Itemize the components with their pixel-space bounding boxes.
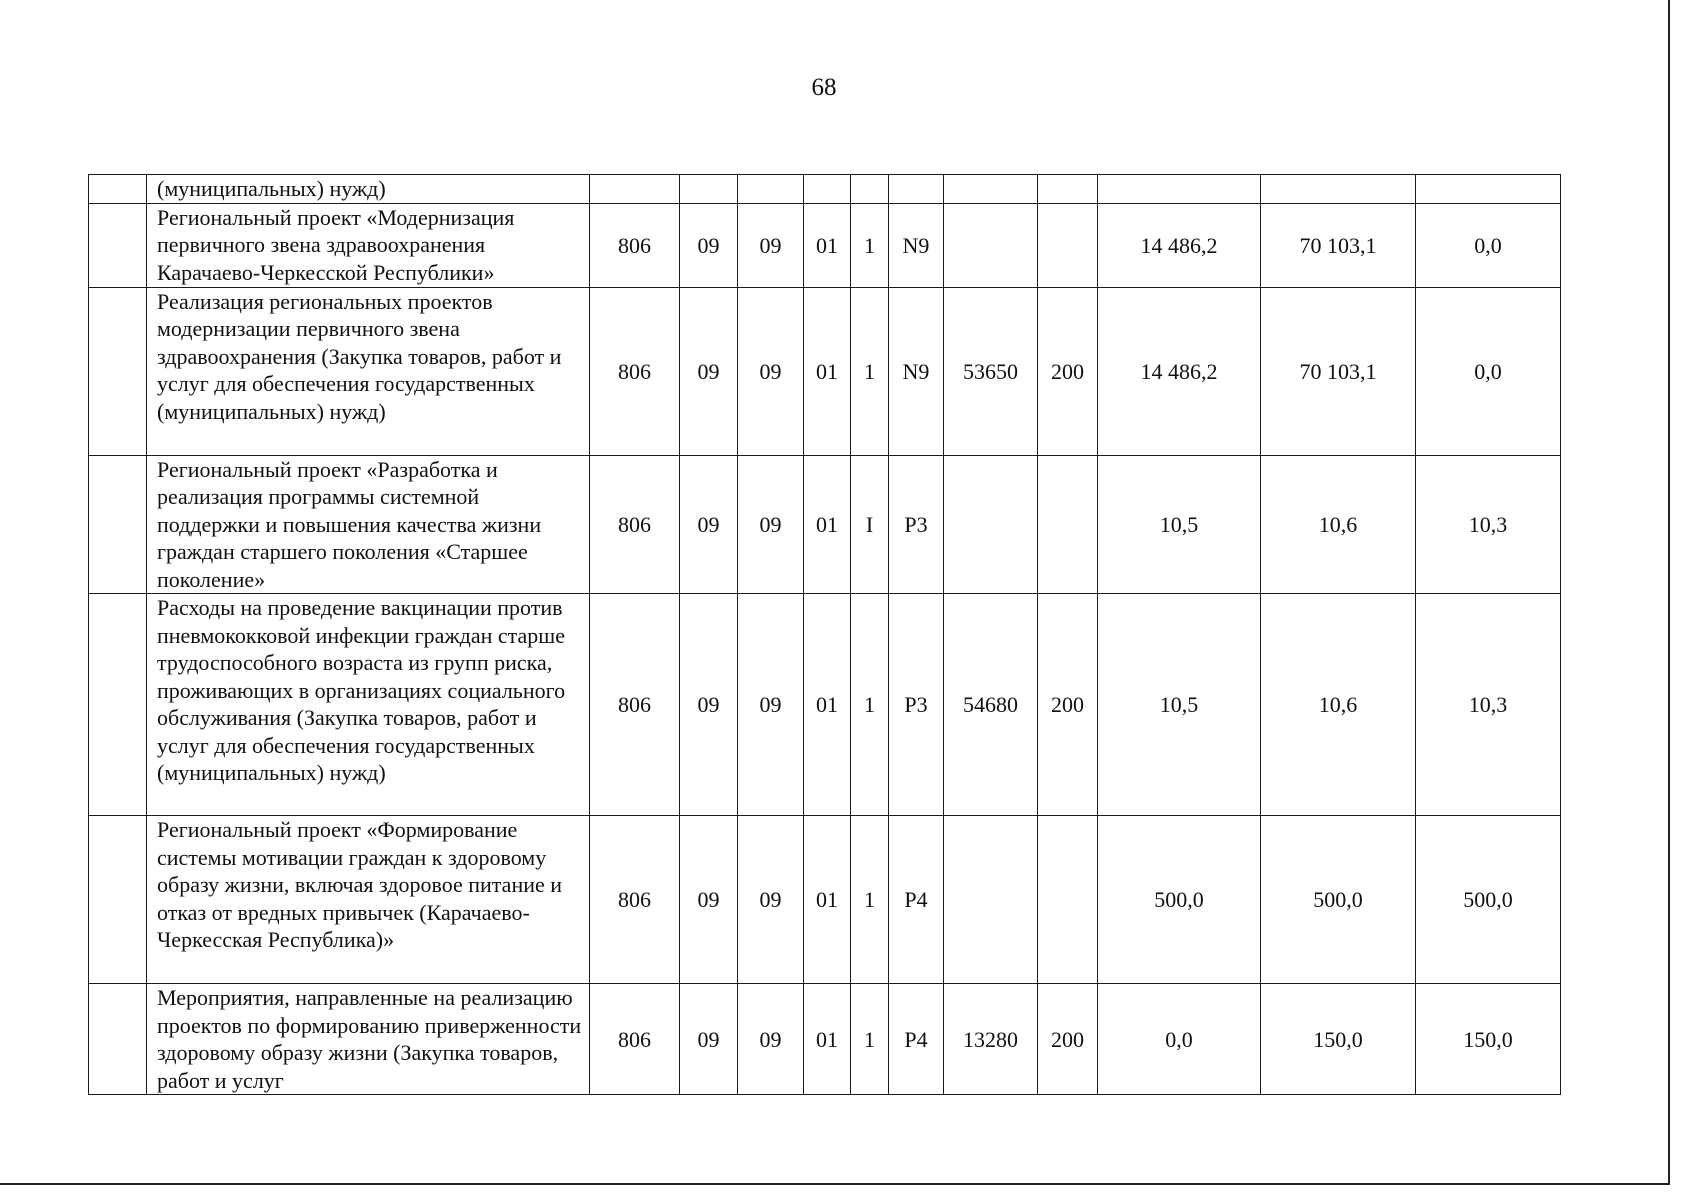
- amount-year1-cell: 0,0: [1098, 984, 1261, 1095]
- section-code-cell: [680, 175, 738, 204]
- amount-year1-cell: 10,5: [1098, 455, 1261, 594]
- row-number-cell: [89, 816, 147, 984]
- table-row: [89, 594, 1561, 816]
- table-row: [89, 175, 1561, 204]
- amount-year2-cell: 70 103,1: [1261, 287, 1416, 455]
- program-code-cell: [804, 175, 851, 204]
- item-name-cell: (муниципальных) нужд): [147, 175, 590, 204]
- subsection-code-cell: 09: [738, 594, 804, 816]
- table-row: [89, 203, 1561, 287]
- amount-year1-cell: 10,5: [1098, 594, 1261, 816]
- amount-year2-cell: 150,0: [1261, 984, 1416, 1095]
- amount-year2-cell: 70 103,1: [1261, 203, 1416, 287]
- budget-table: [88, 174, 1561, 1095]
- amount-year3-cell: 0,0: [1416, 287, 1561, 455]
- subprogram-code-cell: 1: [851, 287, 889, 455]
- project-code-cell: [889, 175, 944, 204]
- row-number-cell: [89, 455, 147, 594]
- project-code-cell: P3: [889, 594, 944, 816]
- budget-table-container: [88, 174, 1560, 1095]
- section-code-cell: 09: [680, 594, 738, 816]
- expense-type-cell: [1038, 455, 1098, 594]
- section-code-cell: 09: [680, 455, 738, 594]
- subsection-code-cell: 09: [738, 287, 804, 455]
- expense-type-cell: [1038, 175, 1098, 204]
- table-row: [89, 984, 1561, 1095]
- department-code-cell: 806: [590, 816, 680, 984]
- direction-code-cell: [944, 175, 1038, 204]
- amount-year1-cell: 14 486,2: [1098, 203, 1261, 287]
- row-number-cell: [89, 594, 147, 816]
- page-frame-bottom-edge: [0, 1183, 1670, 1185]
- section-code-cell: 09: [680, 984, 738, 1095]
- department-code-cell: [590, 175, 680, 204]
- subsection-code-cell: [738, 175, 804, 204]
- item-name-cell: Региональный проект «Формирование системы мотивации граждан к здоровому образу жизни, включая здоровое питание и отказ от вредных привычек (Карачаево-Черкесская Республика)»: [147, 816, 590, 984]
- amount-year2-cell: [1261, 175, 1416, 204]
- section-code-cell: 09: [680, 287, 738, 455]
- direction-code-cell: [944, 203, 1038, 287]
- amount-year3-cell: 10,3: [1416, 594, 1561, 816]
- program-code-cell: 01: [804, 594, 851, 816]
- project-code-cell: P4: [889, 816, 944, 984]
- item-name-cell: Мероприятия, направленные на реализацию проектов по формированию приверженности здоровому образу жизни (Закупка товаров, работ и услуг: [147, 984, 590, 1095]
- subsection-code-cell: 09: [738, 455, 804, 594]
- program-code-cell: 01: [804, 287, 851, 455]
- item-name-cell: Региональный проект «Разработка и реализация программы системной поддержки и повышения качества жизни граждан старшего поколения «Старшее поколение»: [147, 455, 590, 594]
- project-code-cell: P3: [889, 455, 944, 594]
- table-row: [89, 455, 1561, 594]
- project-code-cell: P4: [889, 984, 944, 1095]
- direction-code-cell: [944, 816, 1038, 984]
- amount-year3-cell: 0,0: [1416, 203, 1561, 287]
- subprogram-code-cell: I: [851, 455, 889, 594]
- row-number-cell: [89, 984, 147, 1095]
- amount-year3-cell: [1416, 175, 1561, 204]
- subprogram-code-cell: 1: [851, 816, 889, 984]
- department-code-cell: 806: [590, 594, 680, 816]
- item-name-cell: Реализация региональных проектов модернизации первичного звена здравоохранения (Закупка товаров, работ и услуг для обеспечения государственных (муниципальных) нужд): [147, 287, 590, 455]
- amount-year3-cell: 500,0: [1416, 816, 1561, 984]
- subprogram-code-cell: [851, 175, 889, 204]
- subprogram-code-cell: 1: [851, 203, 889, 287]
- table-row: [89, 287, 1561, 455]
- item-name-cell: Региональный проект «Модернизация первичного звена здравоохранения Карачаево-Черкесской Республики»: [147, 203, 590, 287]
- project-code-cell: N9: [889, 203, 944, 287]
- direction-code-cell: [944, 455, 1038, 594]
- table-body: [89, 175, 1561, 1095]
- direction-code-cell: 13280: [944, 984, 1038, 1095]
- row-number-cell: [89, 203, 147, 287]
- row-number-cell: [89, 287, 147, 455]
- expense-type-cell: 200: [1038, 594, 1098, 816]
- program-code-cell: 01: [804, 203, 851, 287]
- department-code-cell: 806: [590, 455, 680, 594]
- project-code-cell: N9: [889, 287, 944, 455]
- page-frame-right-edge: [1668, 0, 1670, 1185]
- amount-year1-cell: 14 486,2: [1098, 287, 1261, 455]
- expense-type-cell: 200: [1038, 287, 1098, 455]
- expense-type-cell: [1038, 816, 1098, 984]
- direction-code-cell: 54680: [944, 594, 1038, 816]
- section-code-cell: 09: [680, 203, 738, 287]
- subsection-code-cell: 09: [738, 984, 804, 1095]
- subprogram-code-cell: 1: [851, 594, 889, 816]
- amount-year3-cell: 10,3: [1416, 455, 1561, 594]
- department-code-cell: 806: [590, 287, 680, 455]
- program-code-cell: 01: [804, 984, 851, 1095]
- department-code-cell: 806: [590, 984, 680, 1095]
- subsection-code-cell: 09: [738, 203, 804, 287]
- department-code-cell: 806: [590, 203, 680, 287]
- item-name-cell: Расходы на проведение вакцинации против пневмококковой инфекции граждан старше трудоспособного возраста из групп риска, проживающих в организациях социального обслуживания (Закупка товаров, работ и услуг для обеспечения государственных (муниципальных) нужд): [147, 594, 590, 816]
- row-number-cell: [89, 175, 147, 204]
- table-row: [89, 816, 1561, 984]
- subsection-code-cell: 09: [738, 816, 804, 984]
- amount-year2-cell: 10,6: [1261, 455, 1416, 594]
- amount-year3-cell: 150,0: [1416, 984, 1561, 1095]
- amount-year1-cell: 500,0: [1098, 816, 1261, 984]
- expense-type-cell: 200: [1038, 984, 1098, 1095]
- subprogram-code-cell: 1: [851, 984, 889, 1095]
- section-code-cell: 09: [680, 816, 738, 984]
- amount-year1-cell: [1098, 175, 1261, 204]
- direction-code-cell: 53650: [944, 287, 1038, 455]
- amount-year2-cell: 10,6: [1261, 594, 1416, 816]
- amount-year2-cell: 500,0: [1261, 816, 1416, 984]
- program-code-cell: 01: [804, 816, 851, 984]
- program-code-cell: 01: [804, 455, 851, 594]
- expense-type-cell: [1038, 203, 1098, 287]
- page-number: 68: [811, 74, 837, 101]
